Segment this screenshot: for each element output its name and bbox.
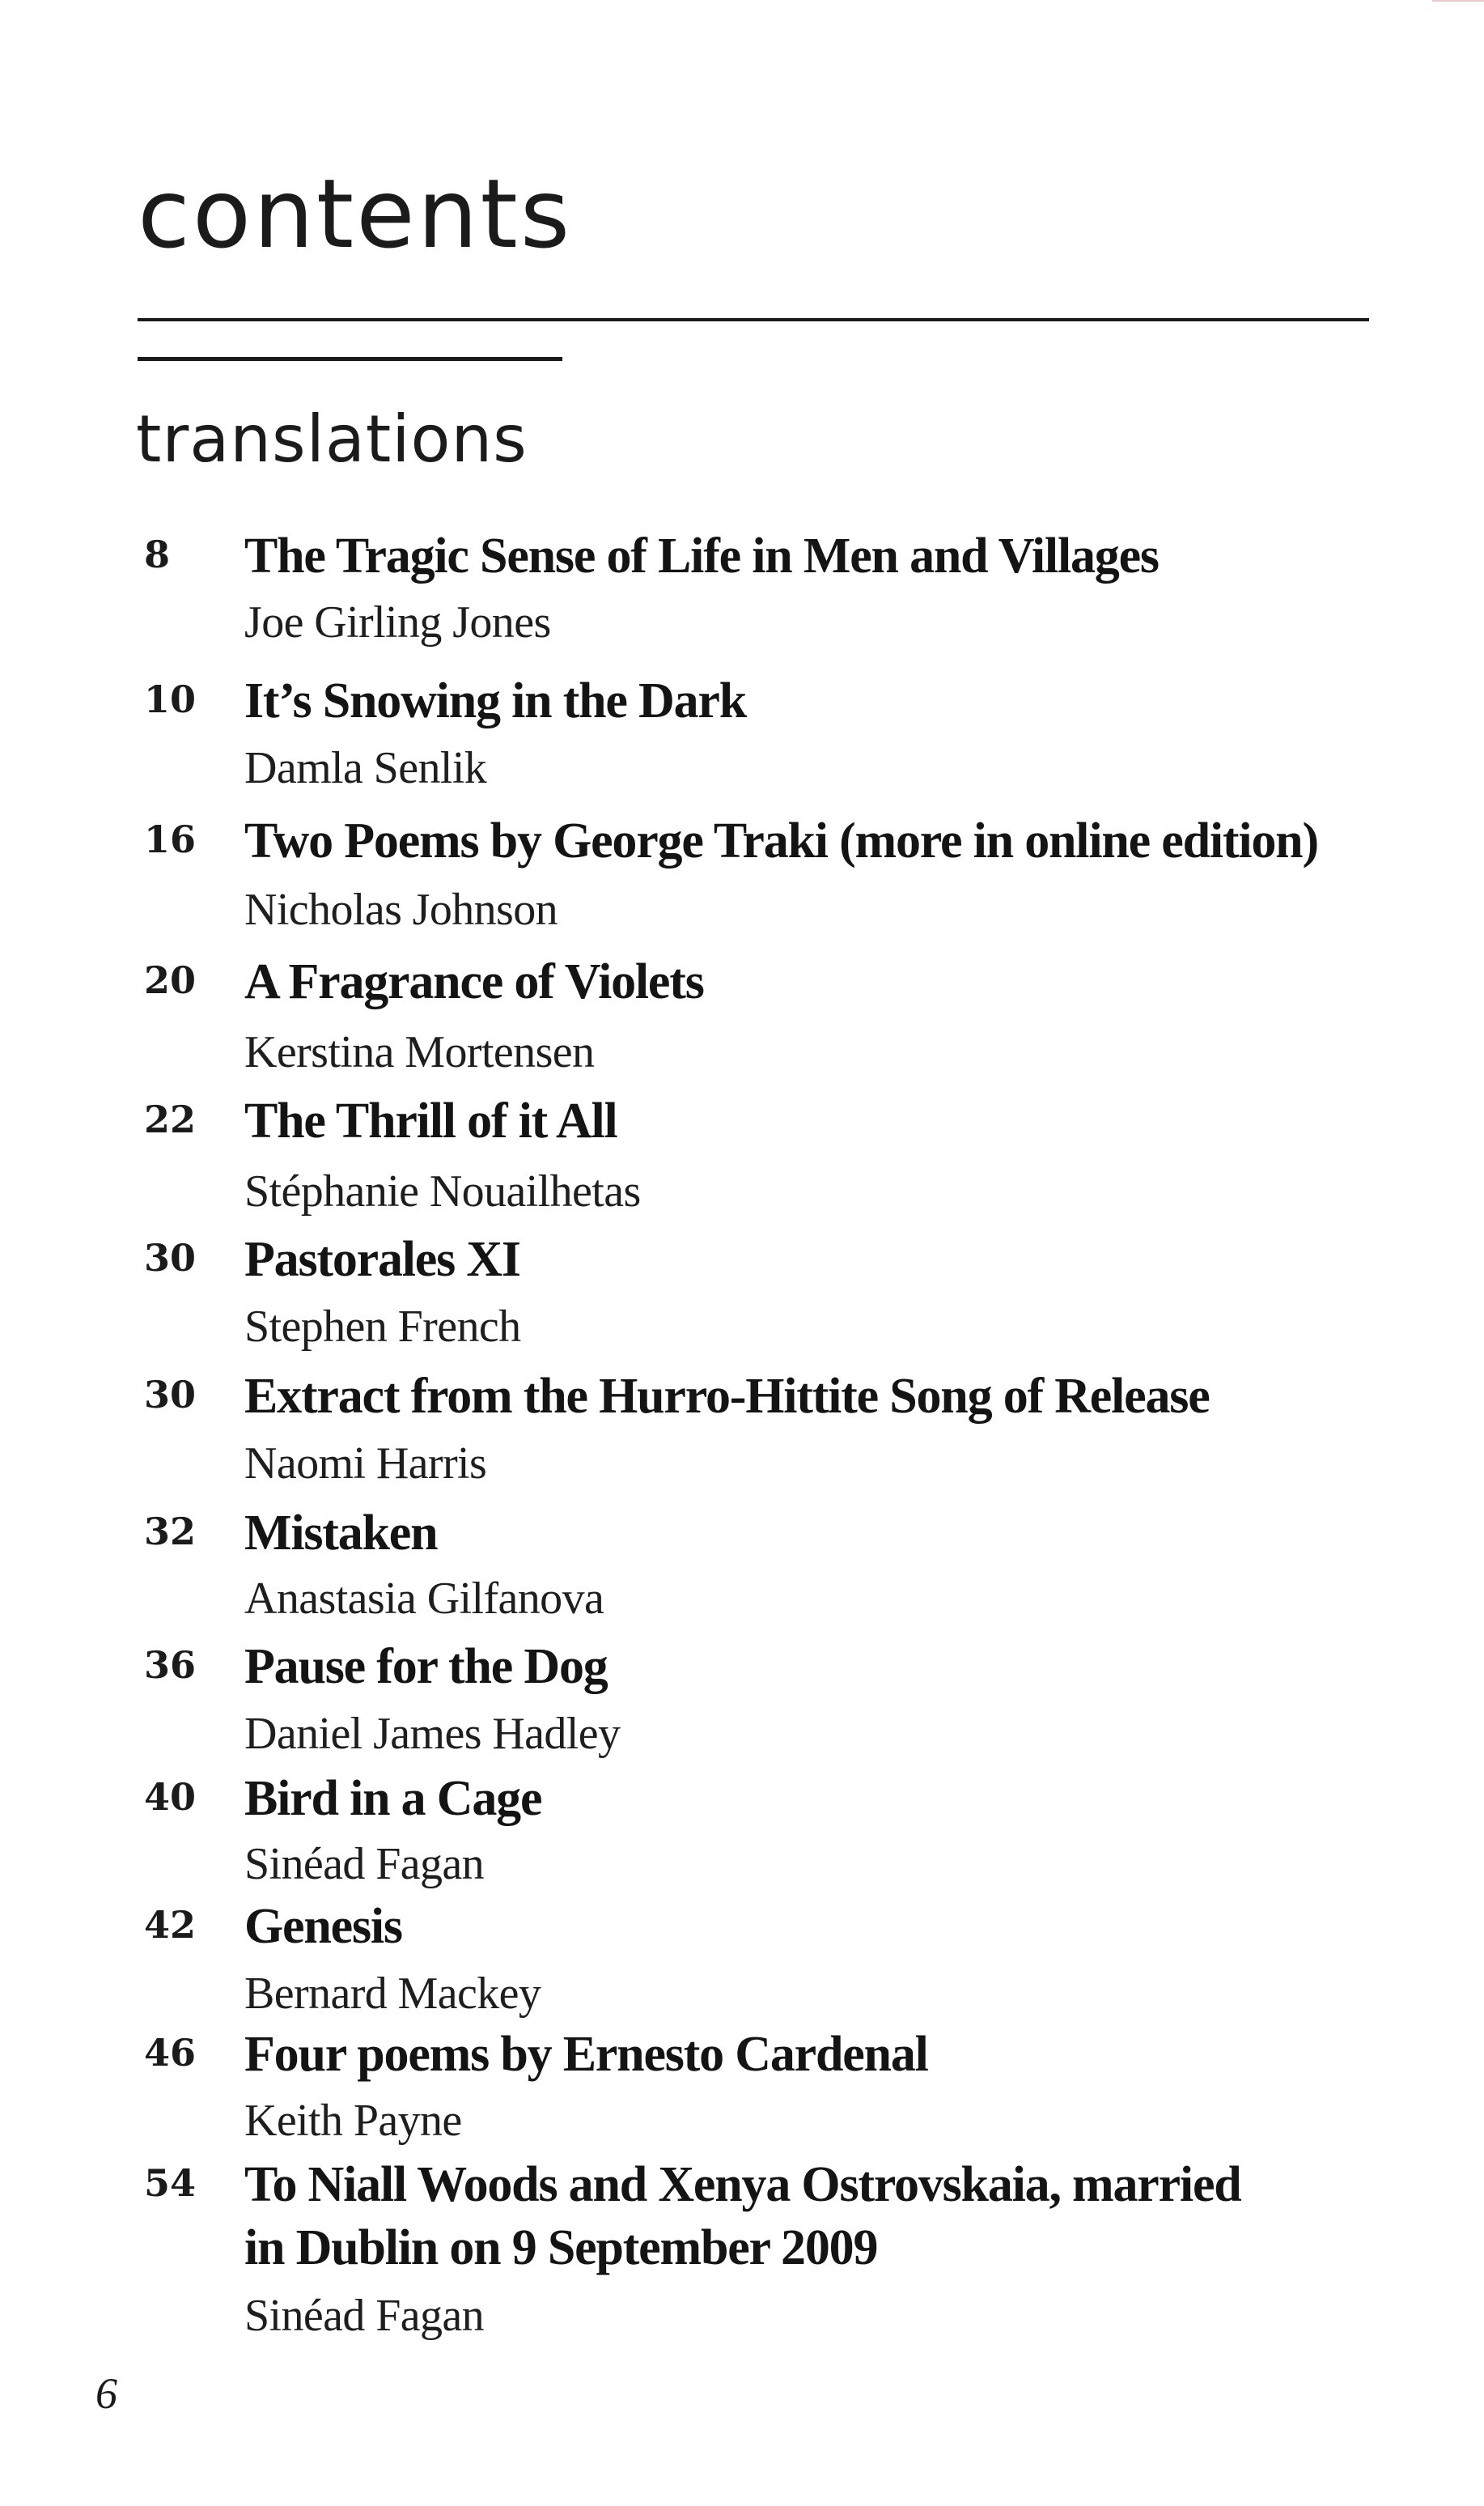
toc-author: Stephen French xyxy=(244,1302,521,1352)
toc-page-number: 16 xyxy=(144,818,197,861)
toc-author: Damla Senlik xyxy=(244,743,487,793)
toc-title[interactable]: Bird in a Cage xyxy=(244,1771,542,1826)
toc-page-number: 22 xyxy=(144,1098,197,1141)
toc-page-number: 30 xyxy=(144,1236,197,1280)
toc-author: Anastasia Gilfanova xyxy=(244,1574,604,1624)
toc-title[interactable]: Mistaken xyxy=(244,1506,438,1561)
toc-title[interactable]: To Niall Woods and Xenya Ostrovskaia, married in Dublin on 9 September 2009 xyxy=(244,2157,1241,2275)
toc-author: Daniel James Hadley xyxy=(244,1709,621,1759)
toc-author: Stéphanie Nouailhetas xyxy=(244,1166,641,1217)
toc-page-number: 46 xyxy=(144,2031,197,2075)
toc-author: Sinéad Fagan xyxy=(244,2291,485,2341)
toc-author: Bernard Mackey xyxy=(244,1969,541,2019)
toc-page-number: 32 xyxy=(144,1510,197,1553)
toc-page-number: 20 xyxy=(144,958,197,1002)
toc-title[interactable]: Two Poems by George Traki (more in online edition) xyxy=(244,813,1318,869)
toc-page-number: 54 xyxy=(144,2161,197,2205)
toc-page-number: 40 xyxy=(144,1775,197,1819)
page-number: 6 xyxy=(95,2369,117,2418)
toc-page-number: 36 xyxy=(144,1643,197,1687)
toc-author: Joe Girling Jones xyxy=(244,597,551,648)
toc-page-number: 42 xyxy=(144,1903,197,1947)
toc-title[interactable]: A Fragrance of Violets xyxy=(244,954,704,1009)
toc-author: Naomi Harris xyxy=(244,1438,487,1489)
toc-author: Keith Payne xyxy=(244,2096,462,2146)
section-heading: translations xyxy=(136,401,528,477)
toc-page-number: 8 xyxy=(144,533,171,576)
toc-author: Kerstina Mortensen xyxy=(244,1027,595,1077)
toc-page-number: 30 xyxy=(144,1373,197,1417)
toc-title[interactable]: Extract from the Hurro-Hittite Song of Release xyxy=(244,1369,1210,1424)
toc-author: Nicholas Johnson xyxy=(244,885,558,935)
toc-title[interactable]: The Thrill of it All xyxy=(244,1094,617,1149)
toc-page-number: 10 xyxy=(144,677,197,721)
toc-title[interactable]: Four poems by Ernesto Cardenal xyxy=(244,2027,928,2082)
toc-title[interactable]: Pastorales XI xyxy=(244,1232,520,1287)
toc-title[interactable]: Genesis xyxy=(244,1899,402,1954)
contents-heading: contents xyxy=(138,158,573,270)
toc-title[interactable]: It’s Snowing in the Dark xyxy=(244,673,747,728)
toc-author: Sinéad Fagan xyxy=(244,1839,485,1889)
toc-title[interactable]: Pause for the Dog xyxy=(244,1639,608,1694)
toc-title[interactable]: The Tragic Sense of Life in Men and Villages xyxy=(244,529,1159,584)
